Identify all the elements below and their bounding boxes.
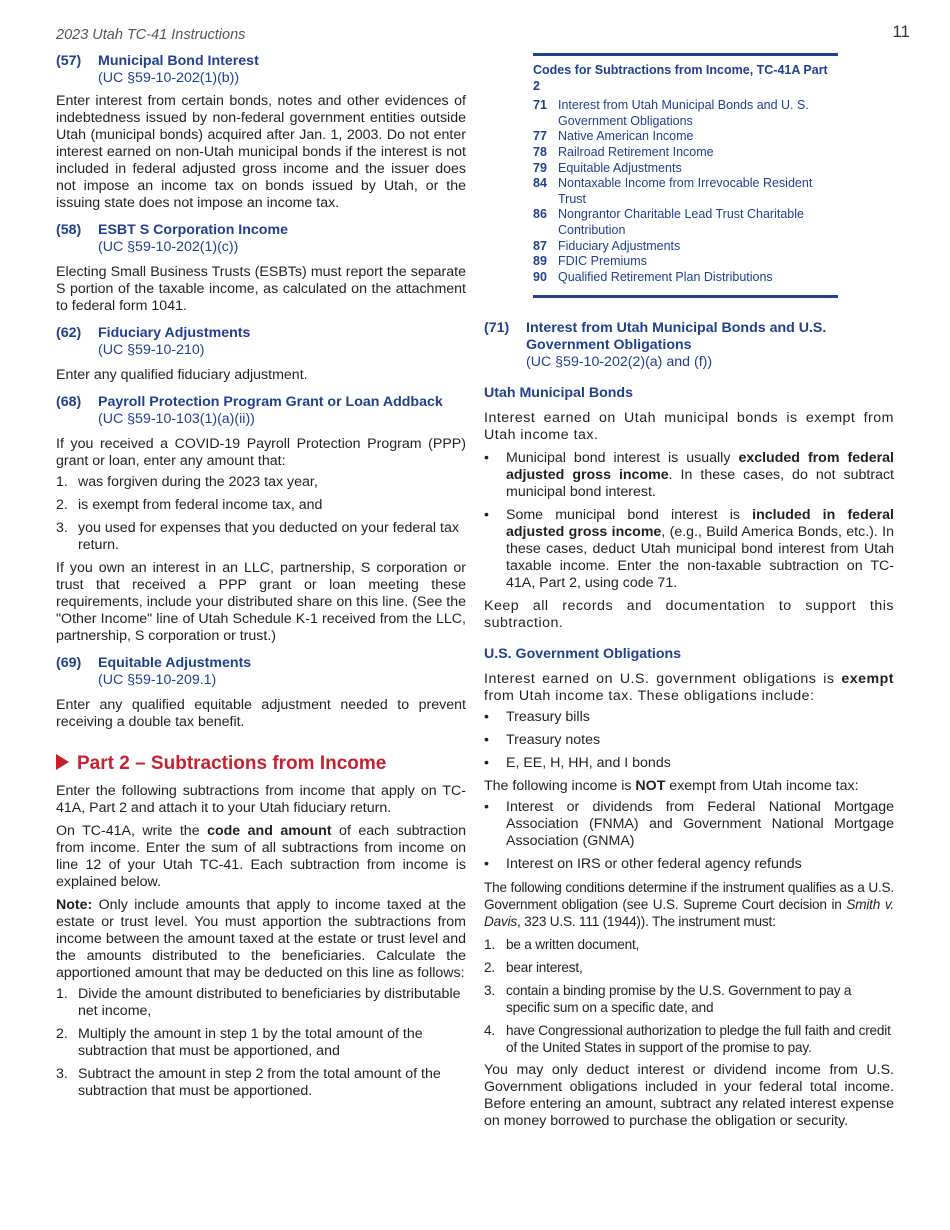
code-row: 89 FDIC Premiums	[533, 254, 647, 269]
section-62-heading	[56, 325, 466, 359]
list-item: 1. be a written document,	[484, 937, 640, 953]
list-item: 1. Divide the amount distributed to beneficiaries by distributable net income,	[56, 986, 461, 1019]
not-exempt-intro: The following income is NOT exempt from Utah income tax:	[484, 778, 859, 795]
document-title: 2023 Utah TC-41 Instructions	[56, 27, 246, 43]
section-68-body: If you own an interest in an LLC, partnership, S corporation or trust that received a PPP grant or loan meeting these requirements, include your distributed share on this line. (See the "Other Income" line of Utah Schedule K-1 received from the LLC, partnership, S corporation or trust.)	[56, 560, 466, 644]
page-number: 11	[892, 22, 910, 41]
code-row: 90 Qualified Retirement Plan Distributions	[533, 269, 773, 284]
code-row: 79 Equitable Adjustments	[533, 160, 682, 175]
us-government-obligations-intro: Interest earned on U.S. government obligations is exempt from Utah income tax. These obligations include:	[484, 671, 894, 705]
section-69-body: Enter any qualified equitable adjustment needed to prevent receiving a double tax benefit.	[56, 697, 466, 730]
part-2-code-instructions: On TC-41A, write the code and amount of each subtraction from income. Enter the sum of all subtractions from income on line 12 of your Utah TC-41. Each subtraction from income is explained below.	[56, 823, 466, 890]
part-2-intro: Enter the following subtractions from income that apply on TC-41A, Part 2 and attach it to your Utah fiduciary return.	[56, 783, 466, 816]
section-number: (62)	[56, 325, 82, 341]
not-exempt-list	[484, 799, 894, 873]
section-68-intro: If you received a COVID-19 Payroll Protection Program (PPP) grant or loan, enter any amount that:	[56, 436, 466, 469]
section-reference: (UC §59-10-202(2)(a) and (f))	[526, 354, 713, 371]
apportion-steps-list	[56, 986, 466, 1100]
code-row: 84 Nontaxable Income from Irrevocable Resident Trust	[533, 176, 813, 206]
list-item: 4. have Congressional authorization to pledge the full faith and credit of the United States in support of the promise to pay.	[484, 1023, 891, 1056]
right-column	[484, 53, 894, 1130]
code-row: 87 Fiduciary Adjustments	[533, 238, 681, 253]
utah-municipal-bonds-intro: Interest earned on Utah municipal bonds is exempt from Utah income tax.	[484, 410, 894, 444]
list-item: • Interest or dividends from Federal National Mortgage Association (FNMA) and Government National Mortgage Association (GNMA)	[484, 799, 894, 850]
section-number: (71)	[484, 320, 510, 337]
part-2-heading: Part 2 – Subtractions from Income	[56, 753, 466, 775]
section-title: Interest from Utah Municipal Bonds and U.S. Government Obligations	[526, 320, 827, 354]
section-68-heading	[56, 394, 466, 428]
list-item: • Treasury bills	[484, 709, 590, 726]
deduction-instructions: You may only deduct interest or dividend income from U.S. Government obligations included in your federal total income. Before entering an amount, subtract any related interest expense on money borrowed to purchase the obligation or security.	[484, 1062, 894, 1130]
section-number: (69)	[56, 655, 82, 671]
codes-box	[533, 53, 838, 298]
section-reference: (UC §59-10-103(1)(a)(ii))	[98, 411, 255, 427]
conditions-list	[484, 936, 894, 1056]
section-71-heading	[484, 320, 894, 371]
section-title: Fiduciary Adjustments	[98, 325, 251, 341]
section-title: Equitable Adjustments	[98, 655, 252, 671]
utah-municipal-bonds-heading: Utah Municipal Bonds	[484, 385, 633, 402]
section-number: (57)	[56, 53, 82, 69]
section-number: (68)	[56, 394, 82, 410]
list-item: • E, EE, H, HH, and I bonds	[484, 755, 671, 772]
part-2-note: Note: Only include amounts that apply to income taxed at the estate or trust level. You must apportion the subtractions from income between the amount taxed at the estate or trust level and the amounts distributed to the beneficiaries. Calculate the apportioned amount that may be deducted on this line as follows:	[56, 897, 466, 981]
list-item: 3. Subtract the amount in step 2 from the total amount of the subtraction that must be apportioned.	[56, 1066, 441, 1099]
municipal-bond-bullets	[484, 450, 894, 592]
section-58-heading	[56, 222, 466, 256]
section-reference: (UC §59-10-202(1)(c))	[98, 239, 239, 255]
code-row: 71 Interest from Utah Municipal Bonds and U. S. Government Obligations	[533, 98, 809, 128]
code-row: 86 Nongrantor Charitable Lead Trust Charitable Contribution	[533, 207, 804, 237]
list-item: 3. contain a binding promise by the U.S. Government to pay a specific sum on a specific date, and	[484, 983, 852, 1016]
list-item: 2. bear interest,	[484, 960, 583, 976]
list-item: 2. is exempt from federal income tax, and	[56, 497, 323, 513]
list-item: • Municipal bond interest is usually excluded from federal adjusted gross income. In these cases, do not subtract municipal bond interest.	[484, 450, 894, 501]
list-item: 3. you used for expenses that you deducted on your federal tax return.	[56, 520, 459, 553]
section-number: (58)	[56, 222, 82, 238]
ppp-conditions-list	[56, 474, 466, 554]
code-row: 78 Railroad Retirement Income	[533, 144, 714, 159]
code-row: 77 Native American Income	[533, 129, 694, 144]
us-government-obligations-heading: U.S. Government Obligations	[484, 646, 682, 663]
section-reference: (UC §59-10-202(1)(b))	[98, 70, 240, 86]
section-57-body: Enter interest from certain bonds, notes and other evidences of indebtedness issued by non-federal government entities outside Utah (municipal bonds) acquired after Jan. 1, 2003. Do not enter interest earned on non-Utah municipal bonds if the interest is not included in federal adjusted gross income and the issuer does not impose an income tax on bonds issued by Utah, or the issuing state does not impose an income tax.	[56, 93, 466, 211]
section-reference: (UC §59-10-209.1)	[98, 672, 217, 688]
section-57-heading	[56, 53, 466, 87]
utah-municipal-bonds-records: Keep all records and documentation to support this subtraction.	[484, 598, 894, 632]
section-69-heading	[56, 655, 466, 689]
section-title: ESBT S Corporation Income	[98, 222, 288, 238]
section-title: Payroll Protection Program Grant or Loan Addback	[98, 394, 443, 410]
list-item: 1. was forgiven during the 2023 tax year,	[56, 474, 318, 490]
conditions-intro: The following conditions determine if the instrument qualifies as a U.S. Government obligation (see U.S. Supreme Court decision in Smith v. Davis, 323 U.S. 111 (1944)). The instrument must:	[484, 880, 894, 930]
triangle-icon	[56, 754, 69, 770]
section-62-body: Enter any qualified fiduciary adjustment.	[56, 367, 308, 383]
codes-box-title: Codes for Subtractions from Income, TC-41A Part 2	[533, 63, 828, 93]
section-58-body: Electing Small Business Trusts (ESBTs) must report the separate S portion of the taxable income, as calculated on the attachment to federal form 1041.	[56, 264, 466, 314]
obligations-list	[484, 709, 894, 772]
list-item: 2. Multiply the amount in step 1 by the total amount of the subtraction that must be apportioned, and	[56, 1026, 423, 1059]
list-item: • Some municipal bond interest is included in federal adjusted gross income, (e.g., Build America Bonds, etc.). In these cases, deduct Utah municipal bond interest from Utah taxable income. Enter the non-taxable subtraction on TC-41A, Part 2, using code 71.	[484, 507, 894, 592]
list-item: • Interest on IRS or other federal agency refunds	[484, 856, 802, 873]
section-reference: (UC §59-10-210)	[98, 342, 205, 358]
list-item: • Treasury notes	[484, 732, 601, 749]
section-title: Municipal Bond Interest	[98, 53, 259, 69]
left-column	[56, 53, 466, 1106]
